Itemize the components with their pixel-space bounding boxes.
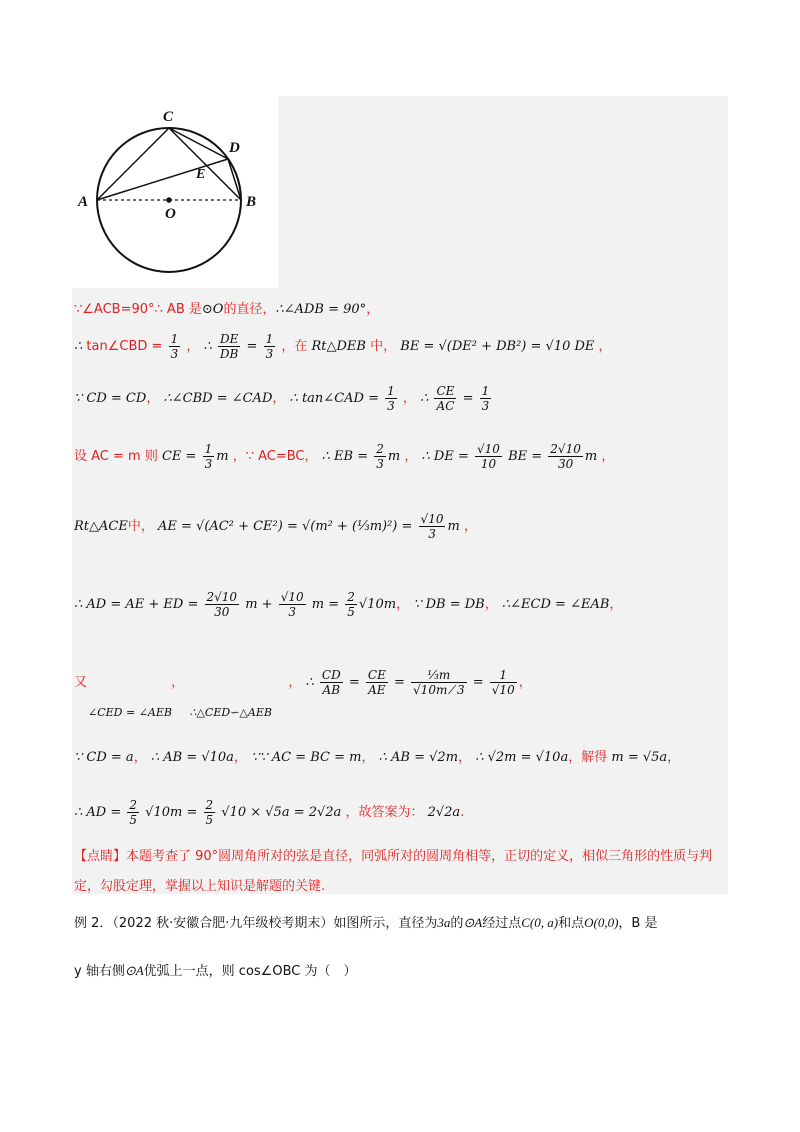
center-point — [166, 197, 172, 203]
fraction: $\frac{2√10}{30}$ — [550, 442, 581, 471]
question-line-1: 例 2．（2022 秋·安徽合肥·九年级校考期末）如图所示，直径为3a的⊙A经过点C(0, a)和点O(0,0)，B 是 — [74, 915, 658, 931]
solution-line-2: ∴ tan∠CBD = $\frac{1}{3}$ ， ∴ $\frac{DE}{DB}$ = $\frac{1}{3}$ ，在 Rt△DEB 中， BE = √(DE² + DB²) = √10 DE ， — [74, 332, 612, 361]
fraction: $\frac{1}{3}$ — [265, 332, 274, 361]
label-b: B — [246, 194, 257, 210]
fraction: $\frac{√10}{10}$ — [477, 442, 500, 471]
fraction: $\frac{1}{3}$ — [204, 442, 213, 471]
solution-line-1: ∵∠ACB=90°∴ AB 是⊙O的直径，∴∠ADB = 90°， — [74, 302, 380, 317]
solution-line-9: ∴ AD = $\frac{2}{5}$ √10m = $\frac{2}{5}$ √10 × √5a = 2√2a ，故答案为： 2√2a. — [74, 798, 465, 827]
fraction: $\frac{\text{⅓m}}{√10m ⁄ 3}$ — [413, 668, 465, 697]
fraction: $\frac{1}{√10}$ — [491, 668, 515, 697]
circle-diagram — [72, 96, 278, 288]
fraction: $\frac{2}{5}$ — [205, 798, 214, 827]
geometry-figure — [72, 96, 278, 288]
fraction: $\frac{2}{3}$ — [376, 442, 384, 471]
fraction: $\frac{DE}{DB}$ — [219, 332, 239, 361]
solution-line-3: ∵ CD = CD， ∴∠CBD = ∠CAD， ∴ tan∠CAD = $\frac{1}{3}$ ， ∴ $\frac{CE}{AC}$ = $\frac{1}{3}$ — [74, 384, 490, 413]
fraction: $\frac{√10}{3}$ — [420, 512, 444, 541]
label-a: A — [78, 194, 89, 210]
fraction: $\frac{1}{3}$ — [170, 332, 179, 361]
fraction: $\frac{2}{5}$ — [129, 798, 138, 827]
fraction: $\frac{2}{5}$ — [347, 590, 355, 619]
fraction: $\frac{√10}{3}$ — [280, 590, 304, 619]
chord-cd — [169, 128, 228, 159]
solution-line-8: ∵ CD = a， ∴ AB = √10a， ∵∵ AC = BC = m， ∴ AB = √2m， ∴ √2m = √10a，解得 m = √5a， — [74, 750, 681, 765]
solution-line-7-sub: ∠CED = ∠AEB ∴△CED∽△AEB — [88, 706, 272, 719]
fraction: $\frac{CE}{AC}$ — [436, 384, 455, 413]
label-o: O — [165, 206, 176, 222]
label-e: E — [196, 167, 206, 182]
label-c: C — [163, 109, 174, 125]
key-point-note: 【点睛】本题考查了 90°圆周角所对的弦是直径，同弧所对的圆周角相等，正切的定义，相似三角形的性质与判定，勾股定理，掌握以上知识是解题的关键. — [74, 849, 713, 894]
solution-line-4: 设 AC = m 则 CE = $\frac{1}{3}$ m ，∵ AC=BC， ∴ EB = $\frac{2}{3}$ m ， ∴ DE = $\frac{√10}{10}$ BE = $\frac{2√10}{30}$ m ， — [74, 442, 615, 471]
fraction: $\frac{1}{3}$ — [387, 384, 395, 413]
question-line-2: y 轴右侧⊙A优弧上一点，则 cos∠OBC 为（ ） — [74, 963, 357, 979]
fraction: $\frac{CE}{AE}$ — [367, 668, 386, 697]
solution-line-6: ∴ AD = AE + ED = $\frac{2√10}{30}$ m + $\frac{√10}{3}$ m = $\frac{2}{5}$ √10m， ∵ DB = DB， ∴∠ECD = ∠EAB， — [74, 590, 623, 619]
label-d: D — [229, 140, 240, 156]
solution-line-7: 又 ， ， ∴ $\frac{CD}{AB}$ = $\frac{CE}{AE}$ = $\frac{\text{⅓m}}{√10m ⁄ 3}$ = $\frac{1}{√10}$ ， — [74, 668, 532, 697]
fraction: $\frac{2√10}{30}$ — [206, 590, 238, 619]
solution-line-5: Rt△ACE中， AE = √(AC² + CE²) = √(m² + (⅓m)²) = $\frac{√10}{3}$ m ， — [74, 512, 477, 541]
fraction: $\frac{CD}{AB}$ — [321, 668, 341, 697]
fraction: $\frac{1}{3}$ — [481, 384, 490, 413]
